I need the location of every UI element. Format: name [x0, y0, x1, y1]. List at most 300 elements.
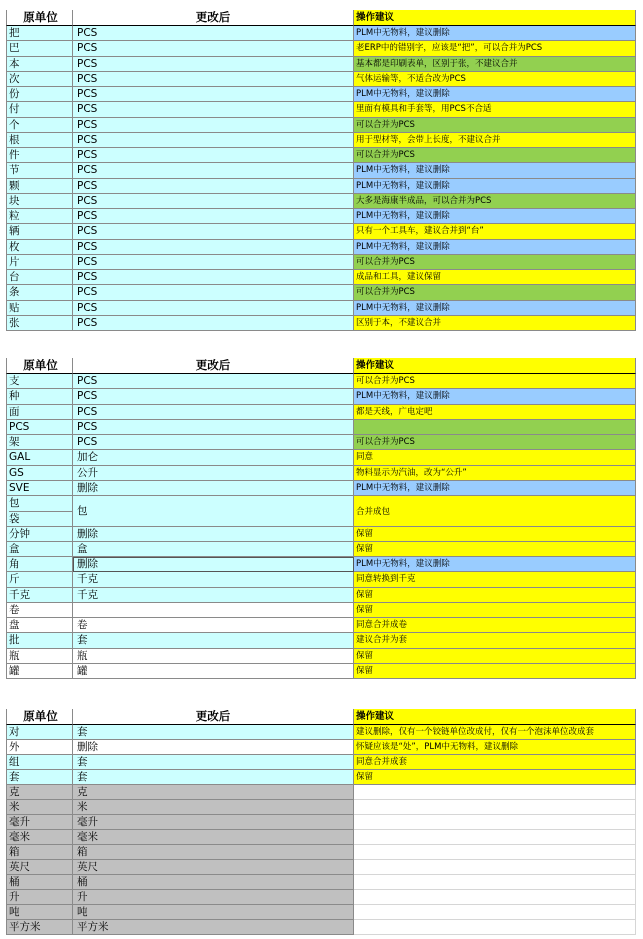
table-row: [6, 133, 636, 148]
changed-unit-text: 卷: [77, 619, 88, 631]
table-row: [6, 148, 636, 163]
orig-unit-text: 条: [9, 286, 20, 299]
advice-cell[interactable]: [354, 450, 636, 465]
table-row: [6, 420, 636, 435]
changed-unit-cell[interactable]: [73, 618, 354, 633]
table-row: [6, 725, 636, 740]
orig-unit-text: 批: [9, 634, 20, 647]
advice-text: 保留: [356, 528, 374, 539]
orig-unit-cell[interactable]: [6, 57, 73, 72]
changed-unit-text: PCS: [77, 72, 98, 85]
advice-cell[interactable]: [354, 285, 636, 300]
advice-cell[interactable]: [354, 527, 636, 542]
changed-unit-text: 删除: [77, 527, 98, 540]
orig-unit-cell[interactable]: [6, 603, 73, 618]
orig-unit-cell[interactable]: [6, 725, 73, 740]
advice-cell[interactable]: [354, 633, 636, 648]
changed-unit-cell[interactable]: [73, 316, 354, 331]
changed-unit-text: PCS: [77, 375, 98, 387]
changed-unit-text: PCS: [77, 286, 98, 299]
orig-unit-text: 包: [9, 496, 72, 512]
orig-unit-cell[interactable]: [6, 72, 73, 87]
changed-unit-cell[interactable]: [73, 649, 354, 664]
orig-unit-cell[interactable]: [6, 572, 73, 587]
advice-cell[interactable]: [354, 118, 636, 133]
advice-text: 可以合并为PCS: [356, 256, 415, 267]
advice-cell[interactable]: [354, 435, 636, 450]
orig-unit-cell[interactable]: [6, 405, 73, 420]
table-row: [6, 224, 636, 239]
changed-unit-text: PCS: [77, 88, 98, 100]
orig-unit-cell[interactable]: [6, 527, 73, 542]
advice-cell[interactable]: [354, 316, 636, 331]
advice-cell[interactable]: [354, 618, 636, 633]
advice-cell[interactable]: [354, 649, 636, 664]
changed-unit-text: 米: [77, 801, 88, 813]
orig-unit-cell[interactable]: [6, 845, 73, 860]
changed-unit-cell[interactable]: [73, 920, 354, 935]
orig-unit-cell[interactable]: [6, 466, 73, 481]
orig-unit-text: 台: [9, 271, 20, 283]
changed-unit-cell[interactable]: [73, 481, 354, 496]
changed-unit-cell[interactable]: [73, 72, 354, 87]
changed-unit-cell[interactable]: [73, 527, 354, 542]
changed-unit-cell[interactable]: [73, 224, 354, 239]
changed-unit-text: PCS: [77, 42, 98, 55]
advice-text: 用于型材等，会带上长度，不建议合并: [356, 134, 501, 145]
advice-cell[interactable]: [354, 179, 636, 194]
advice-text: PLM中无物料，建议删除: [356, 391, 450, 402]
changed-unit-cell[interactable]: [73, 450, 354, 465]
advice-cell[interactable]: [354, 481, 636, 496]
advice-text: PLM中无物料，建议删除: [356, 28, 450, 38]
advice-cell[interactable]: [354, 496, 636, 527]
advice-cell[interactable]: [354, 542, 636, 557]
table-row: [6, 255, 636, 270]
table-row: [6, 527, 636, 542]
orig-unit-text: 毫米: [9, 831, 30, 843]
orig-unit-cell[interactable]: [6, 740, 73, 755]
changed-unit-cell[interactable]: [73, 420, 354, 435]
changed-unit-cell[interactable]: [73, 285, 354, 300]
changed-unit-cell[interactable]: [73, 118, 354, 133]
advice-cell[interactable]: [354, 240, 636, 255]
orig-unit-cell[interactable]: [6, 890, 73, 905]
changed-unit-text: PCS: [77, 27, 98, 39]
table-row: [6, 860, 636, 875]
orig-unit-text: 颗: [9, 179, 20, 192]
changed-unit-text: 加仑: [77, 451, 98, 464]
changed-unit-cell[interactable]: [73, 87, 354, 102]
changed-unit-cell[interactable]: [73, 255, 354, 270]
changed-unit-cell[interactable]: [73, 374, 354, 389]
changed-unit-cell[interactable]: [73, 163, 354, 178]
header-orig-unit[interactable]: 原单位: [6, 709, 73, 725]
advice-cell[interactable]: [354, 374, 636, 389]
changed-unit-cell[interactable]: [73, 815, 354, 830]
table-row: [6, 405, 636, 420]
changed-unit-text: PCS: [77, 118, 98, 131]
advice-text: 怀疑应该是“处”，PLM中无物料，建议删除: [356, 742, 519, 752]
orig-unit-cell[interactable]: [6, 118, 73, 133]
advice-text: 同意合并成卷: [356, 620, 408, 630]
changed-unit-text: 千克: [77, 573, 98, 586]
changed-unit-text: PCS: [77, 133, 98, 146]
changed-unit-cell[interactable]: [73, 905, 354, 920]
orig-unit-cell[interactable]: [6, 270, 73, 285]
header-row: [6, 358, 636, 374]
changed-unit-text: 套: [77, 634, 88, 647]
table-row: [6, 466, 636, 481]
advice-cell[interactable]: [354, 588, 636, 603]
changed-unit-cell[interactable]: [73, 542, 354, 557]
changed-unit-cell[interactable]: [73, 466, 354, 481]
changed-unit-cell[interactable]: [73, 830, 354, 845]
table-row: [6, 557, 636, 572]
advice-cell[interactable]: [354, 224, 636, 239]
orig-unit-text: 根: [9, 133, 20, 146]
changed-unit-text: PCS: [77, 255, 98, 268]
advice-cell[interactable]: [354, 920, 636, 935]
changed-unit-text: PCS: [77, 57, 98, 70]
orig-unit-text: GS: [9, 466, 24, 479]
advice-cell[interactable]: [354, 557, 636, 572]
header-changed-unit[interactable]: 更改后: [73, 709, 354, 725]
orig-unit-cell[interactable]: [6, 830, 73, 845]
advice-cell[interactable]: [354, 255, 636, 270]
orig-unit-cell[interactable]: [6, 240, 73, 255]
orig-unit-cell[interactable]: [6, 41, 73, 56]
orig-unit-text: GAL: [9, 451, 31, 464]
table-row: [6, 770, 636, 785]
header-row: [6, 10, 636, 26]
header-orig-unit[interactable]: 原单位: [6, 358, 73, 374]
changed-unit-cell[interactable]: [73, 133, 354, 148]
changed-unit-text: 删除: [77, 481, 98, 494]
table-row: [6, 435, 636, 450]
table-row: [6, 163, 636, 178]
changed-unit-cell[interactable]: [73, 890, 354, 905]
orig-unit-cell[interactable]: [6, 588, 73, 603]
orig-unit-text: 辆: [9, 225, 20, 238]
changed-unit-cell[interactable]: [73, 588, 354, 603]
table-row: [6, 496, 636, 527]
advice-cell[interactable]: [354, 830, 636, 845]
orig-unit-text: 片: [9, 255, 20, 268]
changed-unit-cell[interactable]: [73, 389, 354, 404]
advice-cell[interactable]: [354, 148, 636, 163]
orig-unit-cell[interactable]: [6, 179, 73, 194]
changed-unit-cell[interactable]: [73, 557, 354, 572]
orig-unit-cell[interactable]: [6, 557, 73, 572]
orig-unit-text: 卷: [9, 603, 20, 616]
advice-cell[interactable]: [354, 664, 636, 679]
advice-cell[interactable]: [354, 41, 636, 56]
changed-unit-text: 套: [77, 756, 88, 768]
header-advice[interactable]: 操作建议: [354, 358, 636, 374]
orig-unit-cell[interactable]: [6, 224, 73, 239]
orig-unit-cell[interactable]: [6, 148, 73, 163]
changed-unit-cell[interactable]: [73, 860, 354, 875]
orig-unit-cell[interactable]: [6, 420, 73, 435]
table-row: [6, 316, 636, 331]
changed-unit-cell[interactable]: [73, 785, 354, 800]
changed-unit-text: PCS: [77, 149, 98, 161]
orig-unit-cell[interactable]: [6, 542, 73, 557]
header-advice[interactable]: 操作建议: [354, 709, 636, 725]
orig-unit-text: 付: [9, 103, 20, 116]
orig-unit-text: 瓶: [9, 649, 20, 662]
orig-unit-cell[interactable]: [6, 301, 73, 316]
orig-unit-cell[interactable]: [6, 633, 73, 648]
changed-unit-cell[interactable]: [73, 240, 354, 255]
changed-unit-cell[interactable]: [73, 740, 354, 755]
table-row: [6, 209, 636, 224]
advice-cell[interactable]: [354, 405, 636, 420]
advice-cell[interactable]: [354, 163, 636, 178]
advice-text: 物料显示为汽油，改为“公升”: [356, 467, 467, 478]
changed-unit-cell[interactable]: [73, 405, 354, 420]
advice-cell[interactable]: [354, 770, 636, 785]
changed-unit-cell[interactable]: [73, 179, 354, 194]
orig-unit-text: 盘: [9, 619, 20, 631]
orig-unit-cell[interactable]: [6, 316, 73, 331]
changed-unit-text: PCS: [77, 103, 98, 116]
changed-unit-text: 克: [77, 786, 88, 798]
changed-unit-text: 包: [77, 505, 88, 518]
changed-unit-cell[interactable]: [73, 41, 354, 56]
orig-unit-text-2: 袋: [9, 513, 20, 526]
changed-unit-cell[interactable]: [73, 755, 354, 770]
orig-unit-text: 份: [9, 88, 20, 100]
orig-unit-cell[interactable]: [6, 102, 73, 117]
orig-unit-cell[interactable]: [6, 285, 73, 300]
table-row: [6, 664, 636, 679]
changed-unit-cell[interactable]: [73, 875, 354, 890]
table-row: [6, 603, 636, 618]
changed-unit-cell[interactable]: [73, 301, 354, 316]
table-row: [6, 875, 636, 890]
unit-table-1: [6, 10, 636, 331]
orig-unit-cell[interactable]: [6, 26, 73, 41]
advice-text: PLM中无物料，建议删除: [356, 302, 450, 313]
table-row: [6, 450, 636, 465]
changed-unit-text: 吨: [77, 906, 88, 918]
orig-unit-cell[interactable]: [6, 374, 73, 389]
orig-unit-text: 块: [9, 194, 20, 207]
changed-unit-cell[interactable]: [73, 603, 354, 618]
header-advice[interactable]: 操作建议: [354, 10, 636, 26]
orig-unit-cell[interactable]: [6, 905, 73, 920]
orig-unit-text: 吨: [9, 906, 20, 918]
orig-unit-text: 升: [9, 891, 20, 903]
orig-unit-text: 粒: [9, 210, 20, 222]
orig-unit-cell[interactable]: [6, 875, 73, 890]
orig-unit-cell[interactable]: [6, 664, 73, 679]
advice-cell[interactable]: [354, 194, 636, 209]
orig-unit-text: 斤: [9, 573, 20, 586]
orig-unit-text: 架: [9, 436, 20, 448]
advice-text: 里面有模具和手套等，用PCS不合适: [356, 104, 492, 115]
advice-cell[interactable]: [354, 72, 636, 87]
advice-cell[interactable]: [354, 133, 636, 148]
advice-text: 老ERP中的错别字，应该是“把”，可以合并为PCS: [356, 43, 543, 54]
changed-unit-cell[interactable]: [73, 845, 354, 860]
advice-cell[interactable]: [354, 209, 636, 224]
header-changed-unit[interactable]: 更改后: [73, 358, 354, 374]
unit-table-2: [6, 358, 636, 679]
advice-cell[interactable]: [354, 785, 636, 800]
table-row: [6, 285, 636, 300]
orig-unit-cell[interactable]: [6, 163, 73, 178]
changed-unit-cell[interactable]: [73, 725, 354, 740]
changed-unit-text: 套: [77, 726, 88, 738]
changed-unit-cell[interactable]: [73, 496, 354, 527]
advice-cell[interactable]: [354, 57, 636, 72]
changed-unit-text: 删除: [77, 741, 98, 753]
orig-unit-cell[interactable]: [6, 920, 73, 935]
table-row: [6, 374, 636, 389]
changed-unit-cell[interactable]: [73, 270, 354, 285]
changed-unit-text: 千克: [77, 588, 98, 601]
table-row: [6, 785, 636, 800]
orig-unit-text: 本: [9, 57, 20, 70]
advice-cell[interactable]: [354, 890, 636, 905]
advice-cell[interactable]: [354, 755, 636, 770]
advice-text: 同意: [356, 452, 374, 463]
advice-text: 大多是海康半成品，可以合并为PCS: [356, 195, 492, 206]
orig-unit-text: 分钟: [9, 527, 30, 540]
advice-cell[interactable]: [354, 572, 636, 587]
advice-text: PLM中无物料，建议删除: [356, 482, 450, 493]
advice-cell[interactable]: [354, 725, 636, 740]
orig-unit-cell[interactable]: [6, 209, 73, 224]
changed-unit-cell[interactable]: [73, 435, 354, 450]
advice-cell[interactable]: [354, 860, 636, 875]
changed-unit-text: PCS: [77, 240, 98, 253]
advice-cell[interactable]: [354, 87, 636, 102]
table-row: [6, 389, 636, 404]
header-row: [6, 709, 636, 725]
orig-unit-cell[interactable]: [6, 785, 73, 800]
orig-unit-cell[interactable]: [6, 87, 73, 102]
advice-text: 可以合并为PCS: [356, 376, 415, 386]
orig-unit-cell[interactable]: [6, 815, 73, 830]
orig-unit-text: 件: [9, 149, 20, 161]
advice-text: PLM中无物料，建议删除: [356, 165, 450, 176]
orig-unit-cell[interactable]: [6, 860, 73, 875]
advice-cell[interactable]: [354, 466, 636, 481]
advice-text: 建议合并为套: [356, 635, 408, 646]
advice-cell[interactable]: [354, 815, 636, 830]
advice-text: 合并成包: [356, 506, 391, 517]
changed-unit-text: 箱: [77, 846, 88, 858]
orig-unit-text: 桶: [9, 876, 20, 888]
orig-unit-cell[interactable]: [6, 255, 73, 270]
changed-unit-text: PCS: [77, 301, 98, 314]
changed-unit-text: 删除: [77, 558, 98, 570]
advice-cell[interactable]: [354, 270, 636, 285]
unit-table-3: [6, 709, 636, 935]
table-row: [6, 830, 636, 845]
changed-unit-cell[interactable]: [73, 770, 354, 785]
changed-unit-text: 毫升: [77, 816, 98, 828]
changed-unit-cell[interactable]: [73, 209, 354, 224]
table-row: [6, 481, 636, 496]
orig-unit-cell[interactable]: [6, 770, 73, 785]
advice-cell[interactable]: [354, 102, 636, 117]
orig-unit-cell[interactable]: [6, 649, 73, 664]
orig-unit-cell[interactable]: [6, 389, 73, 404]
changed-unit-text: PCS: [77, 210, 98, 222]
orig-unit-cell[interactable]: [6, 755, 73, 770]
advice-cell[interactable]: [354, 603, 636, 618]
orig-unit-text: 角: [9, 558, 20, 570]
advice-cell[interactable]: [354, 26, 636, 41]
orig-unit-text: 外: [9, 741, 20, 753]
orig-unit-cell[interactable]: [6, 496, 73, 527]
advice-cell[interactable]: [354, 420, 636, 435]
header-changed-unit[interactable]: 更改后: [73, 10, 354, 26]
advice-cell[interactable]: [354, 389, 636, 404]
changed-unit-cell[interactable]: [73, 102, 354, 117]
advice-text: 区别于本，不建议合并: [356, 317, 442, 328]
orig-unit-cell[interactable]: [6, 194, 73, 209]
changed-unit-cell[interactable]: [73, 664, 354, 679]
advice-cell[interactable]: [354, 740, 636, 755]
changed-unit-cell[interactable]: [73, 800, 354, 815]
changed-unit-text: PCS: [77, 436, 98, 448]
orig-unit-text: 次: [9, 72, 20, 85]
advice-text: 保留: [356, 650, 374, 661]
changed-unit-cell[interactable]: [73, 57, 354, 72]
changed-unit-cell[interactable]: [73, 148, 354, 163]
header-orig-unit[interactable]: 原单位: [6, 10, 73, 26]
changed-unit-cell[interactable]: [73, 26, 354, 41]
changed-unit-cell[interactable]: [73, 194, 354, 209]
changed-unit-cell[interactable]: [73, 633, 354, 648]
changed-unit-text: 盒: [77, 542, 88, 555]
table-row: [6, 890, 636, 905]
orig-unit-cell[interactable]: [6, 133, 73, 148]
orig-unit-text: 种: [9, 390, 20, 403]
advice-cell[interactable]: [354, 905, 636, 920]
orig-unit-cell[interactable]: [6, 618, 73, 633]
orig-unit-cell[interactable]: [6, 800, 73, 815]
advice-cell[interactable]: [354, 845, 636, 860]
changed-unit-text: PCS: [77, 194, 98, 207]
advice-text: 气体运输等，不适合改为PCS: [356, 73, 466, 84]
changed-unit-cell[interactable]: [73, 572, 354, 587]
advice-text: PLM中无物料，建议删除: [356, 211, 450, 221]
orig-unit-cell[interactable]: [6, 481, 73, 496]
orig-unit-text: 毫升: [9, 816, 30, 828]
orig-unit-cell[interactable]: [6, 435, 73, 450]
advice-cell[interactable]: [354, 301, 636, 316]
table-row: [6, 301, 636, 316]
orig-unit-cell[interactable]: [6, 450, 73, 465]
advice-cell[interactable]: [354, 800, 636, 815]
changed-unit-text: PCS: [77, 420, 98, 433]
advice-cell[interactable]: [354, 875, 636, 890]
orig-unit-text: 节: [9, 164, 20, 177]
advice-text: 同意合并成套: [356, 757, 408, 767]
advice-text: 同意转换到千克: [356, 574, 416, 585]
advice-text: 可以合并为PCS: [356, 287, 415, 298]
orig-unit-text: 面: [9, 405, 20, 418]
orig-unit-text: 枚: [9, 240, 20, 253]
advice-text: 保留: [356, 589, 374, 600]
